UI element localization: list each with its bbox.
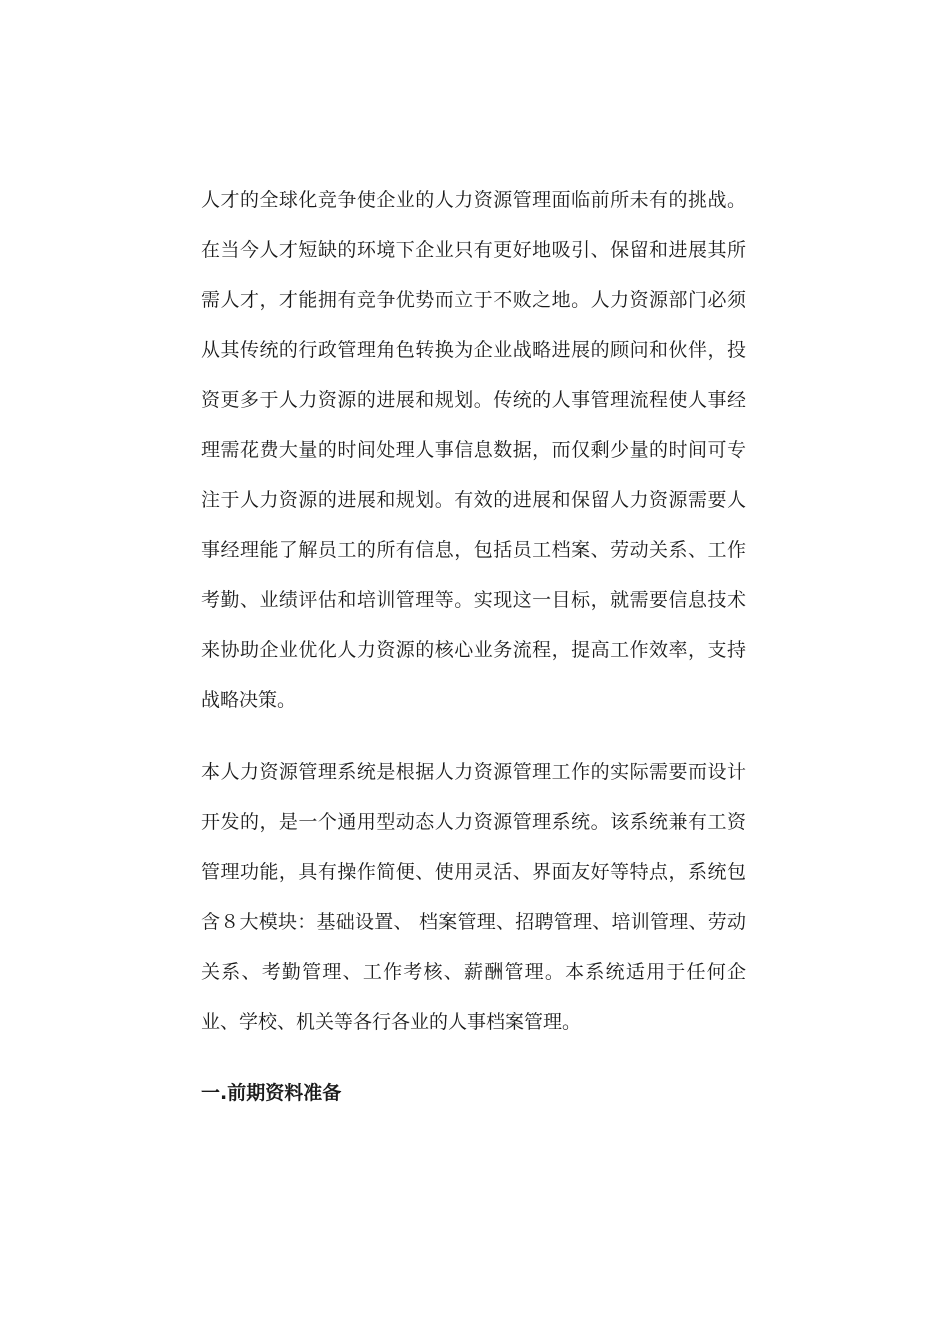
paragraph-intro: 人才的全球化竞争使企业的人力资源管理面临前所未有的挑战。在当今人才短缺的环境下企业只有更好地吸引、保留和进展其所需人才，才能拥有竞争优势而立于不败之地。人力资源部门必须从其传统的行政管理角色转换为企业战略进展的顾问和伙伴，投资更多于人力资源的进展和规划。传统的人事管理流程使人事经理需花费大量的时间处理人事信息数据，而仅剩少量的时间可专注于人力资源的进展和规划。有效的进展和保留人力资源需要人事经理能了解员工的所有信息，包括员工档案、劳动关系、工作考勤、业绩评估和培训管理等。实现这一目标，就需要信息技术来协助企业优化人力资源的核心业务流程，提高工作效率，支持战略决策。 — [201, 189, 746, 711]
document-body — [201, 175, 746, 1118]
section-heading: 一.前期资料准备 — [201, 1082, 342, 1104]
paragraph-system-overview: 本人力资源管理系统是根据人力资源管理工作的实际需要而设计开发的，是一个通用型动态人力资源管理系统。该系统兼有工资管理功能，具有操作简便、使用灵活、界面友好等特点，系统包含８大模块：基础设置、 档案管理、招聘管理、培训管理、劳动关系、考勤管理、工作考核、薪酬管理。本系统适用于任何企业、学校、机关等各行各业的人事档案管理。 — [201, 761, 746, 1033]
